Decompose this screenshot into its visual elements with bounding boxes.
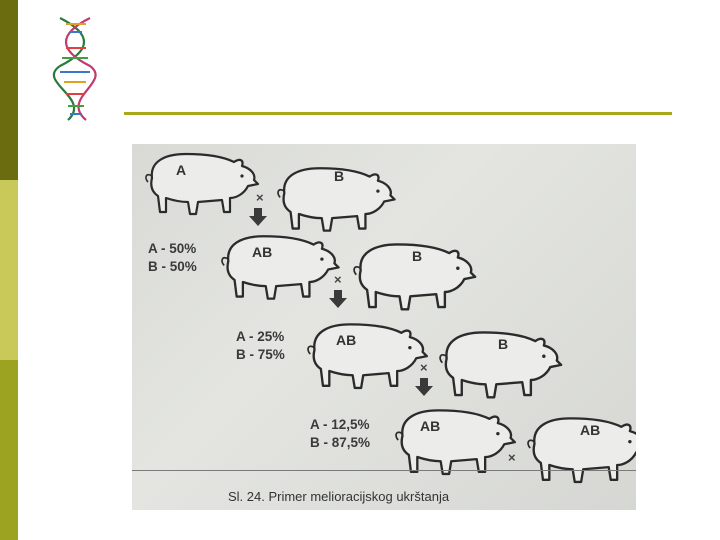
gen3-percent-b: B - 75%: [236, 347, 285, 362]
cross-symbol-1: ×: [256, 190, 264, 205]
gen3-percent-a: A - 25%: [236, 329, 285, 344]
gen2-percent-b: B - 50%: [148, 259, 197, 274]
caption-divider: [132, 470, 636, 471]
gen2-parent2-label: B: [412, 248, 423, 264]
gen2-parent1-label: AB: [252, 244, 273, 260]
gen4-percent-b: B - 87,5%: [310, 435, 371, 450]
gen4-parent2-label: AB: [580, 422, 601, 438]
gen2-percent-a: A - 50%: [148, 241, 197, 256]
gen3-parent1-label: AB: [336, 332, 357, 348]
gen1-parent2-label: B: [334, 168, 345, 184]
gen3-parent2-label: B: [498, 336, 509, 352]
figure-caption: Sl. 24. Primer melioracijskog ukrštanja: [228, 489, 450, 504]
arrow-gen2: [329, 290, 347, 308]
pig-gen1-parent-a: [146, 154, 258, 214]
sidebar-band-olive: [0, 360, 18, 540]
cross-symbol-4: ×: [508, 450, 516, 465]
dna-icon: [46, 14, 106, 124]
sidebar-band-dark: [0, 0, 18, 180]
arrow-gen3: [415, 378, 433, 396]
pig-gen2-parent-ab: [222, 236, 339, 298]
crossbreeding-diagram-photo: [132, 144, 636, 510]
arrow-gen1: [249, 208, 267, 226]
pig-gen3-parent-ab: [308, 324, 427, 388]
cross-symbol-3: ×: [420, 360, 428, 375]
gen4-percent-a: A - 12,5%: [310, 417, 370, 432]
pig-gen4-parent-ab: [396, 410, 515, 474]
title-divider-line: [124, 112, 672, 115]
sidebar-band-light: [0, 180, 18, 360]
cross-symbol-2: ×: [334, 272, 342, 287]
gen1-parent1-label: A: [176, 162, 187, 178]
gen4-parent1-label: AB: [420, 418, 441, 434]
